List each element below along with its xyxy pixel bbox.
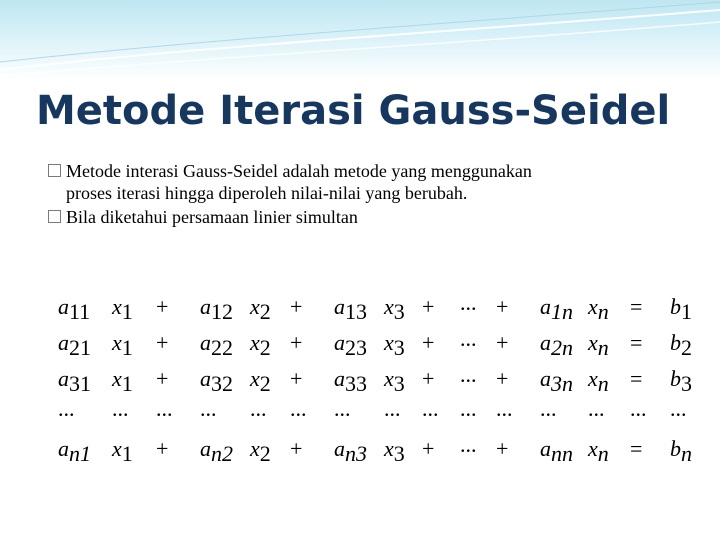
square-bullet-icon <box>48 210 61 223</box>
equation-cell-r4-c4: ... <box>200 396 217 421</box>
equation-cell-r1-c6: + <box>290 294 303 319</box>
equation-cell-r2-c15: b2 <box>670 330 692 360</box>
bullet-item-2 <box>46 206 686 228</box>
subscript: 2 <box>259 299 271 324</box>
subscript: 3n <box>551 371 573 396</box>
equation-cell-r5-c3: + <box>156 436 169 461</box>
equation-cell-r2-c4: a22 <box>200 330 233 360</box>
equation-cell-r3-c4: a32 <box>200 366 233 396</box>
equation-cell-r1-c13: xn <box>588 294 609 324</box>
equation-cell-r5-c6: + <box>290 436 303 461</box>
equation-cell-r1-c10: ... <box>460 290 477 315</box>
equation-cell-r5-c5: x2 <box>250 436 271 466</box>
equation-cell-r5-c2: x1 <box>112 436 133 466</box>
bullet-item-1 <box>46 160 686 204</box>
equation-cell-r2-c1: a21 <box>58 330 91 360</box>
bullet-1-line-1: Metode interasi Gauss-Seidel adalah metode yang menggunakan <box>66 161 532 181</box>
subscript: 32 <box>211 371 233 396</box>
equation-cell-r3-c15: b3 <box>670 366 692 396</box>
equation-cell-r2-c6: + <box>290 330 303 355</box>
subscript: 22 <box>211 335 233 360</box>
equation-cell-r3-c2: x1 <box>112 366 133 396</box>
subscript: 3 <box>681 371 692 396</box>
equation-cell-r2-c3: + <box>156 330 169 355</box>
equation-cell-r4-c7: ... <box>334 396 351 421</box>
subscript: 21 <box>69 335 91 360</box>
subscript: 1n <box>551 299 573 324</box>
equation-cell-r2-c14: = <box>630 330 643 355</box>
bullet-2-line-1: Bila diketahui persamaan linier simultan <box>66 207 358 227</box>
bullet-1-line-2: proses iterasi hingga diperoleh nilai-nilai yang berubah. <box>66 183 468 203</box>
header-swoosh <box>0 0 720 80</box>
subscript: 12 <box>211 299 233 324</box>
equation-cell-r3-c6: + <box>290 366 303 391</box>
equation-cell-r1-c8: x3 <box>384 294 405 324</box>
bullet-list <box>46 160 686 230</box>
equation-cell-r4-c12: ... <box>540 396 557 421</box>
equation-cell-r4-c11: ... <box>496 396 513 421</box>
subscript: n3 <box>345 441 367 466</box>
equation-cell-r3-c13: xn <box>588 366 609 396</box>
subscript: 31 <box>69 371 91 396</box>
subscript: n <box>597 441 609 466</box>
equation-cell-r3-c5: x2 <box>250 366 271 396</box>
equation-cell-r4-c9: ... <box>422 396 439 421</box>
subscript: 1 <box>681 299 692 324</box>
subscript: 1 <box>121 299 133 324</box>
square-bullet-icon <box>48 164 61 177</box>
subscript: n1 <box>69 441 91 466</box>
equation-cell-r5-c14: = <box>630 436 643 461</box>
equation-cell-r5-c8: x3 <box>384 436 405 466</box>
subscript: n <box>681 441 692 466</box>
equation-cell-r2-c11: + <box>496 330 509 355</box>
equation-cell-r5-c9: + <box>422 436 435 461</box>
subscript: n <box>597 335 609 360</box>
equation-cell-r5-c7: an3 <box>334 436 367 466</box>
slide-title: Metode Iterasi Gauss-Seidel <box>36 88 671 134</box>
subscript: 2 <box>259 441 271 466</box>
equation-cell-r3-c9: + <box>422 366 435 391</box>
equation-matrix <box>40 288 700 468</box>
subscript: nn <box>551 441 573 466</box>
subscript: 2n <box>551 335 573 360</box>
equation-cell-r2-c12: a2n <box>540 330 573 360</box>
equation-cell-r3-c3: + <box>156 366 169 391</box>
equation-cell-r1-c14: = <box>630 294 643 319</box>
subscript: 1 <box>121 441 133 466</box>
subscript: 3 <box>393 371 405 396</box>
subscript: 13 <box>345 299 367 324</box>
equation-cell-r5-c15: bn <box>670 436 692 466</box>
equation-cell-r2-c13: xn <box>588 330 609 360</box>
subscript: n <box>597 371 609 396</box>
equation-cell-r2-c9: + <box>422 330 435 355</box>
equation-system <box>40 288 700 468</box>
equation-cell-r1-c2: x1 <box>112 294 133 324</box>
equation-cell-r2-c7: a23 <box>334 330 367 360</box>
subscript: 1 <box>121 335 133 360</box>
subscript: 23 <box>345 335 367 360</box>
equation-cell-r5-c1: an1 <box>58 436 91 466</box>
subscript: 2 <box>681 335 692 360</box>
equation-cell-r4-c2: ... <box>112 396 129 421</box>
equation-cell-r5-c11: + <box>496 436 509 461</box>
subscript: n <box>597 299 609 324</box>
equation-cell-r4-c1: ... <box>58 396 75 421</box>
equation-cell-r5-c4: an2 <box>200 436 233 466</box>
header-decoration <box>0 0 720 80</box>
subscript: 2 <box>259 335 271 360</box>
equation-cell-r4-c15: ... <box>670 396 687 421</box>
subscript: 11 <box>69 299 91 324</box>
equation-cell-r5-c10: ... <box>460 432 477 457</box>
equation-cell-r4-c13: ... <box>588 396 605 421</box>
equation-cell-r3-c8: x3 <box>384 366 405 396</box>
equation-cell-r3-c10: ... <box>460 362 477 387</box>
subscript: 3 <box>393 299 405 324</box>
equation-cell-r1-c7: a13 <box>334 294 367 324</box>
equation-cell-r2-c2: x1 <box>112 330 133 360</box>
equation-cell-r1-c15: b1 <box>670 294 692 324</box>
equation-cell-r5-c13: xn <box>588 436 609 466</box>
equation-cell-r1-c1: a11 <box>58 294 91 324</box>
equation-cell-r3-c11: + <box>496 366 509 391</box>
equation-cell-r4-c14: ... <box>630 396 647 421</box>
equation-cell-r5-c12: ann <box>540 436 573 466</box>
equation-cell-r3-c1: a31 <box>58 366 91 396</box>
subscript: 3 <box>393 335 405 360</box>
equation-cell-r4-c8: ... <box>384 396 401 421</box>
equation-cell-r4-c5: ... <box>250 396 267 421</box>
equation-cell-r3-c7: a33 <box>334 366 367 396</box>
subscript: 33 <box>345 371 367 396</box>
equation-cell-r2-c8: x3 <box>384 330 405 360</box>
subscript: 2 <box>259 371 271 396</box>
equation-cell-r4-c10: ... <box>460 396 477 421</box>
equation-cell-r2-c10: ... <box>460 326 477 351</box>
equation-cell-r2-c5: x2 <box>250 330 271 360</box>
equation-cell-r1-c4: a12 <box>200 294 233 324</box>
equation-cell-r3-c12: a3n <box>540 366 573 396</box>
equation-cell-r1-c12: a1n <box>540 294 573 324</box>
equation-cell-r1-c3: + <box>156 294 169 319</box>
equation-cell-r3-c14: = <box>630 366 643 391</box>
subscript: n2 <box>211 441 233 466</box>
equation-cell-r1-c5: x2 <box>250 294 271 324</box>
subscript: 3 <box>393 441 405 466</box>
subscript: 1 <box>121 371 133 396</box>
equation-cell-r1-c11: + <box>496 294 509 319</box>
equation-cell-r4-c3: ... <box>156 396 173 421</box>
equation-cell-r4-c6: ... <box>290 396 307 421</box>
equation-cell-r1-c9: + <box>422 294 435 319</box>
